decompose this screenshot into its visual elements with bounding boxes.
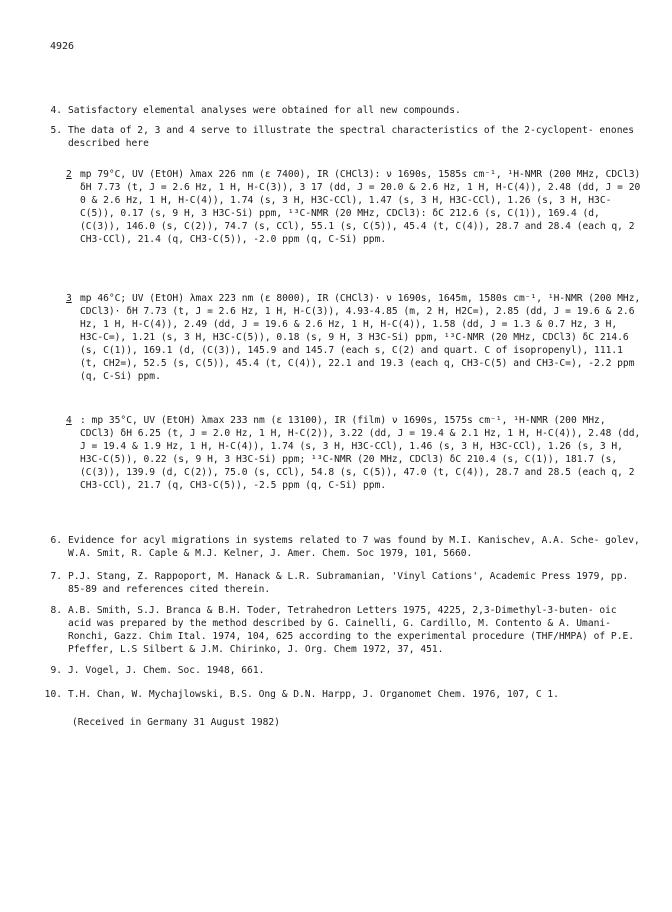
footnote-number: 10. bbox=[44, 689, 62, 700]
footnote-number: 4. bbox=[50, 105, 62, 116]
footnote-6 bbox=[40, 534, 644, 560]
received-date: (Received in Germany 31 August 1982) bbox=[72, 717, 280, 728]
footnote-number: 7. bbox=[50, 571, 62, 582]
compound-spectral-data: : mp 35°C, UV (EtOH) λmax 233 nm (ε 13100), IR (film) ν 1690s, 1575s cm⁻¹, ¹H-NMR (200 MHz, CDCl3) δH 6.25 (t, J = 2.0 Hz, 1 H, H-C(2)), 3.22 (dd, J = 19.4 & 2.1 Hz, 1 H, H-C(4)), 2.48 (dd, J = 19.4 & 1.9 Hz, 1 H, H-C(4)), 1.74 (s, 3 H, H3C-CCl), 1.46 (s, 3 H, H3C-CCl), 1.26 (s, 3 H, H3C-C(5)), 0.22 (s, 9 H, 3 H3C-Si) ppm; ¹³C-NMR (20 MHz, CDCl3) δC 210.4 (s, C(1)), 181.7 (s, (C(3)), 139.9 (d, C(2)), 75.0 (s, CCl), 54.8 (s, C(5)), 47.0 (t, C(4)), 28.7 and 28.5 (each q, 2 CH3-CCl), 21.7 (q, CH3-C(5)), -2.5 ppm (q, C-Si) ppm. bbox=[80, 415, 641, 491]
footnote-text: T.H. Chan, W. Mychajlowski, B.S. Ong & D.N. Harpp, J. Organomet Chem. 1976, 107, C 1. bbox=[68, 689, 559, 700]
footnote-number: 6. bbox=[50, 535, 62, 546]
compound-2-data bbox=[66, 168, 646, 246]
footnote-9 bbox=[40, 664, 644, 677]
footnote-text: A.B. Smith, S.J. Branca & B.H. Toder, Tetrahedron Letters 1975, 4225, 2,3-Dimethyl-3-buten- oic acid was prepared by the method described by G. Cainelli, G. Cardillo, M. Contento & A. Umani-Ronchi, Gazz. Chim Ital. 1974, 104, 625 according to the experimental procedure (THF/HMPA) of P.E. Pfeffer, L.S Silbert & J.M. Chirinko, J. Org. Chem 1972, 37, 451. bbox=[68, 605, 635, 655]
footnote-text: P.J. Stang, Z. Rappoport, M. Hanack & L.R. Subramanian, 'Vinyl Cations', Academic Press 1979, pp. 85-89 and references cited therein. bbox=[68, 571, 629, 595]
compound-number: 3 bbox=[66, 293, 72, 304]
footnote-text: J. Vogel, J. Chem. Soc. 1948, 661. bbox=[68, 665, 265, 676]
footnote-10 bbox=[40, 688, 644, 701]
footnote-8 bbox=[40, 604, 644, 656]
footnote-5 bbox=[40, 124, 644, 150]
footnote-text: Evidence for acyl migrations in systems related to 7 was found by M.I. Kanischev, A.A. Sche- golev, W.A. Smit, R. Caple & M.J. Kelner, J. Amer. Chem. Soc 1979, 101, 5660. bbox=[68, 535, 640, 559]
compound-3-data bbox=[66, 292, 646, 383]
footnote-number: 9. bbox=[50, 665, 62, 676]
footnote-number: 8. bbox=[50, 605, 62, 616]
footnote-text: Satisfactory elemental analyses were obtained for all new compounds. bbox=[68, 105, 461, 116]
compound-spectral-data: mp 79°C, UV (EtOH) λmax 226 nm (ε 7400), IR (CHCl3): ν 1690s, 1585s cm⁻¹, ¹H-NMR (200 MHz, CDCl3) δH 7.73 (t, J = 2.6 Hz, 1 H, H-C(3)), 3 17 (dd, J = 20.0 & 2.6 Hz, 1 H, H-C(4)), 2.48 (dd, J = 20 0 & 2.6 Hz, 1 H, H-C(4)), 1.74 (s, 3 H, H3C-CCl), 1.47 (s, 3 H, H3C-CCl), 1.26 (s, 3 H, H3C-C(5)), 0.17 (s, 9 H, 3 H3C-Si) ppm, ¹³C-NMR (20 MHz, CDCl3): δC 212.6 (s, C(1)), 169.4 (d, (C(3)), 146.0 (s, C(2)), 74.7 (s, CCl), 55.1 (s, C(5)), 45.4 (t, C(4)), 28.7 and 28.4 (each q, 2 CH3-CCl), 21.4 (q, CH3-C(5)), -2.0 ppm (q, C-Si) ppm. bbox=[80, 169, 641, 245]
footnote-text: The data of 2, 3 and 4 serve to illustrate the spectral characteristics of the 2-cyclopent- enones described here bbox=[68, 125, 635, 149]
footnote-number: 5. bbox=[50, 125, 62, 136]
footnote-4 bbox=[40, 104, 644, 117]
compound-number: 4 bbox=[66, 415, 72, 426]
compound-4-data bbox=[66, 414, 646, 492]
compound-number: 2 bbox=[66, 169, 72, 180]
page-number: 4926 bbox=[50, 41, 75, 52]
compound-spectral-data: mp 46°C; UV (EtOH) λmax 223 nm (ε 8000), IR (CHCl3)· ν 1690s, 1645m, 1580s cm⁻¹, ¹H-NMR (200 MHz, CDCl3)· δH 7.73 (t, J = 2.6 Hz, 1 H, H-C(3)), 4.93-4.85 (m, 2 H, H2C=), 2.85 (dd, J = 19.6 & 2.6 Hz, 1 H, H-C(4)), 2.49 (dd, J = 19.6 & 2.6 Hz, 1 H, H-C(4)), 1.58 (dd, J = 1.3 & 0.7 Hz, 3 H, H3C-C=), 1.21 (s, 3 H, H3C-C(5)), 0.18 (s, 9 H, 3 H3C-Si) ppm, ¹³C-NMR (20 MHz, CDCl3) δC 214.6 (s, C(1)), 169.1 (d, (C(3)), 145.9 and 145.7 (each s, C(2) and quart. C of isopropenyl), 111.1 (t, CH2=), 52.5 (s, C(5)), 45.4 (t, C(4)), 22.1 and 19.3 (each q, CH3-C(5) and CH3-C=), -2.2 ppm (q, C-Si) ppm. bbox=[80, 293, 641, 382]
footnote-7 bbox=[40, 570, 644, 596]
